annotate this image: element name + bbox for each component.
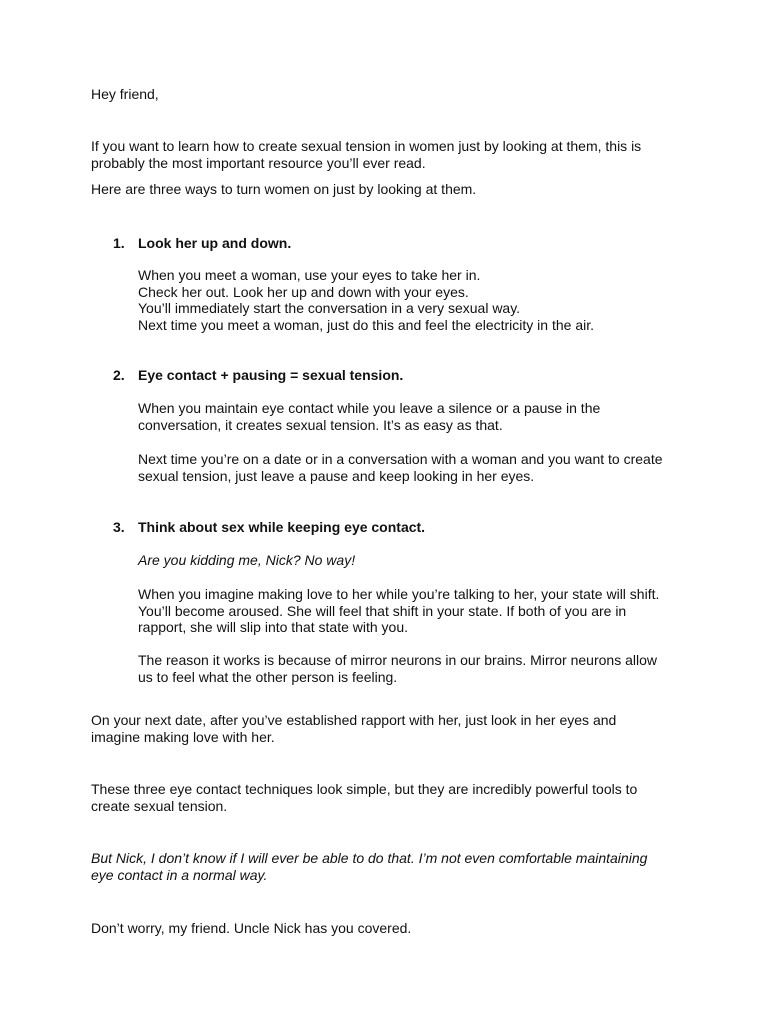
item-2-title: Eye contact + pausing = sexual tension. [138,367,404,383]
item-2-paragraph-1: When you maintain eye contact while you leave a silence or a pause in the conversation, it creates sexual tension. It’s as easy as that. [138,400,601,433]
next-date-paragraph: On your next date, after you’ve established rapport with her, just look in her eyes and imagine making love with her. [91,712,617,745]
closing-sentence: Don’t worry, my friend. Uncle Nick has you covered. [91,920,412,936]
item-1-title: Look her up and down. [138,235,292,251]
item-3-quote: Are you kidding me, Nick? No way! [138,552,356,568]
item-3-number: 3. [113,519,125,535]
item-2-number: 2. [113,367,125,383]
item-3-paragraph-2: The reason it works is because of mirror neurons in our brains. Mirror neurons allow us to feel what the other person is feeling. [138,652,657,685]
item-3-title: Think about sex while keeping eye contact. [138,519,426,535]
intro-paragraph: If you want to learn how to create sexual tension in women just by looking at them, this is probably the most important resource you’ll ever read. [91,138,642,171]
greeting: Hey friend, [91,86,159,102]
item-1-number: 1. [113,235,125,251]
lead-sentence: Here are three ways to turn women on just by looking at them. [91,181,477,197]
item-1-body: When you meet a woman, use your eyes to take her in. Check her out. Look her up and down with your eyes. You’ll immediately start the conversation in a very sexual way. Next time you meet a woman, just do this and feel the electricity in the air. [138,267,594,333]
objection-paragraph: But Nick, I don’t know if I will ever be able to do that. I’m not even comfortable maintaining eye contact in a normal way. [91,850,648,883]
summary-paragraph: These three eye contact techniques look simple, but they are incredibly powerful tools to create sexual tension. [91,781,638,814]
item-3-paragraph-1: When you imagine making love to her while you’re talking to her, your state will shift. You’ll become aroused. She will feel that shift in your state. If both of you are in rapport, she will slip into that state with you. [138,586,660,635]
item-2-paragraph-2: Next time you’re on a date or in a conversation with a woman and you want to create sexual tension, just leave a pause and keep looking in her eyes. [138,451,663,484]
